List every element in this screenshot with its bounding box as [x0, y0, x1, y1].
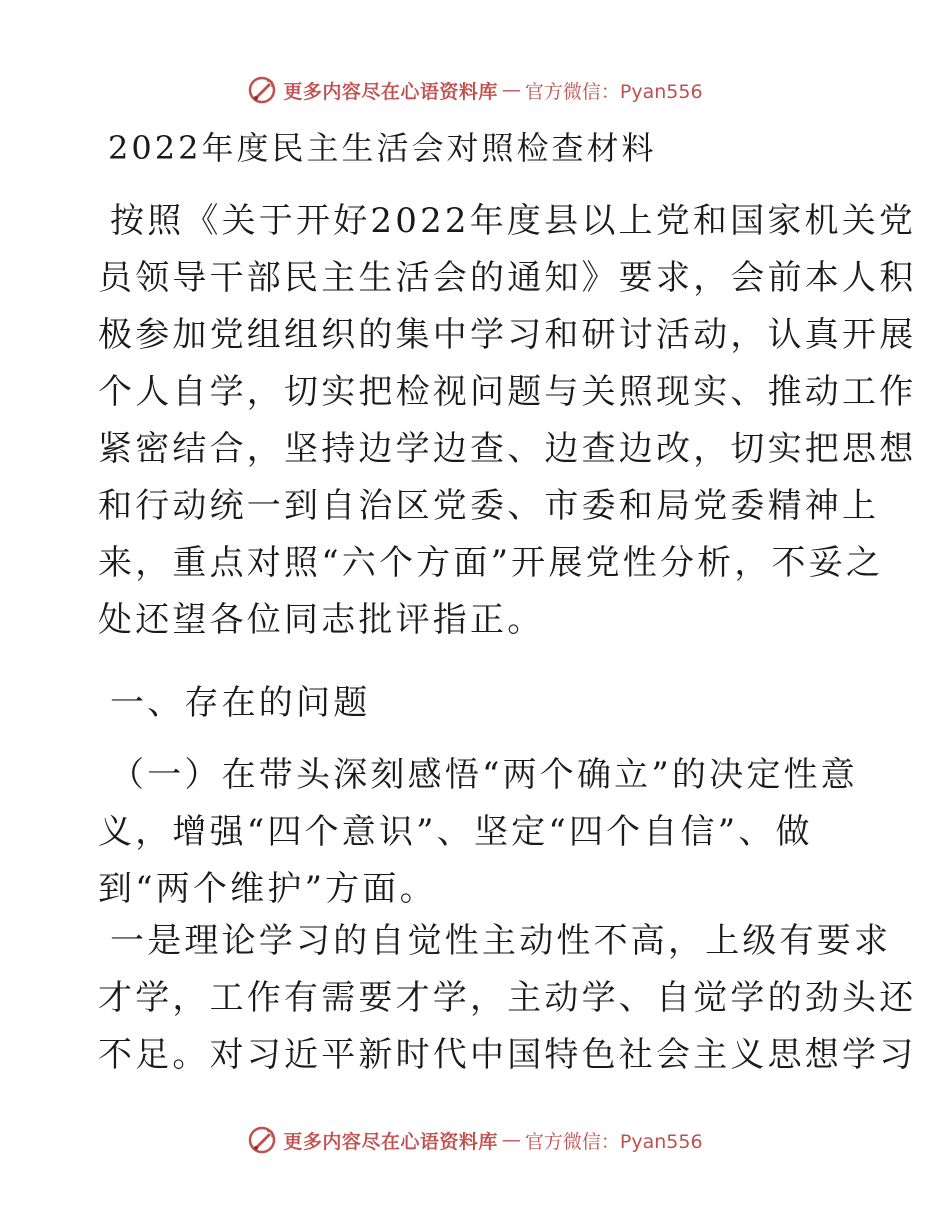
paragraph-line: 极参加党组组织的集中学习和研讨活动，认真开展 — [98, 315, 917, 355]
point-paragraph — [98, 913, 917, 1084]
watermark-contact: 官方微信：Pyan556 — [524, 1130, 703, 1153]
paragraph-line: 个人自学，切实把检视问题与关照现实、推动工作 — [98, 372, 917, 412]
section-heading-block — [98, 675, 858, 732]
watermark-text: 更多内容尽在心语资料库 — [283, 80, 498, 103]
subsection-line: （一）在带头深刻感悟“两个确立”的决定性意 — [110, 755, 858, 795]
paragraph-line: 不足。对习近平新时代中国特色社会主义思想学习 — [98, 1035, 917, 1075]
paragraph-line: 来，重点对照“六个方面”开展党性分析，不妥之 — [98, 543, 884, 583]
intro-paragraph — [98, 193, 917, 649]
paragraph-line: 处还望各位同志批评指正。 — [98, 600, 545, 640]
paragraph-line: 才学，工作有需要才学，主动学、自觉学的劲头还 — [98, 978, 917, 1018]
document-title: 2022年度民主生活会对照检查材料 — [108, 129, 657, 167]
section-heading: 一、存在的问题 — [110, 683, 371, 723]
paragraph-line: 一是理论学习的自觉性主动性不高，上级有要求 — [110, 921, 892, 961]
paragraph-line: 和行动统一到自治区党委、市委和局党委精神上 — [98, 486, 880, 526]
subsection-heading-block — [98, 747, 858, 918]
header-watermark-banner — [0, 70, 950, 110]
subsection-line: 义，增强“四个意识”、坚定“四个自信”、做 — [98, 812, 813, 852]
footer-watermark-banner — [0, 1120, 950, 1160]
subsection-line: 到“两个维护”方面。 — [98, 869, 437, 909]
watermark-separator: — — [501, 1129, 521, 1151]
paragraph-line: 按照《关于开好2022年度县以上党和国家机关党 — [110, 201, 917, 241]
quill-logo-icon — [247, 75, 277, 105]
paragraph-line: 紧密结合，坚持边学边查、边查边改，切实把思想 — [98, 429, 917, 469]
paragraph-line: 员领导干部民主生活会的通知》要求，会前本人积 — [98, 258, 917, 298]
watermark-text: 更多内容尽在心语资料库 — [283, 1130, 498, 1153]
watermark-separator: — — [501, 79, 521, 101]
watermark-contact: 官方微信：Pyan556 — [524, 80, 703, 103]
quill-logo-icon — [247, 1125, 277, 1155]
